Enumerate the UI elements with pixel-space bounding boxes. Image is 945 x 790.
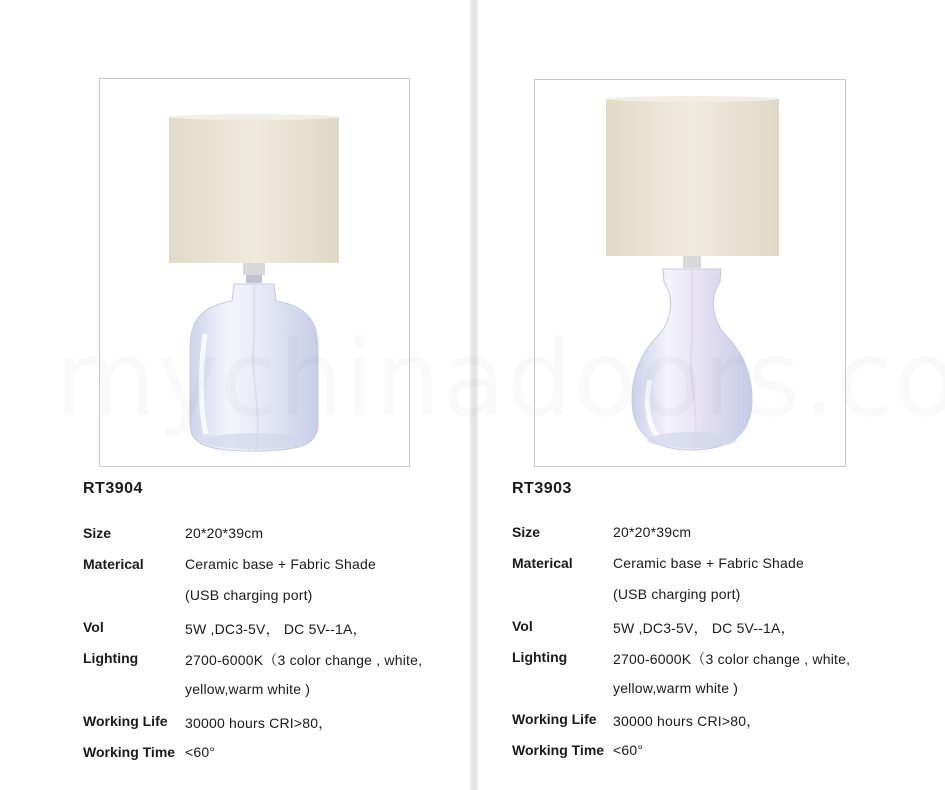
spec-working-life-label: Working Life [83,713,168,729]
spec-material-value: Ceramic base + Fabric Shade [185,556,376,572]
spec-vol-value: 5W ,DC3-5V， DC 5V--1A， [613,620,795,636]
product-model-rt3903: RT3903 [512,480,572,497]
product-photo-rt3903 [534,79,846,467]
spec-size-label: Size [83,525,112,541]
spec-size-value: 20*20*39cm [185,525,264,541]
spec-working-life-value: 30000 hours CRI>80， [185,715,333,731]
spec-working-life-label: Working Life [512,711,597,727]
spec-lighting-value-line2: yellow,warm white ) [185,681,311,697]
spec-lighting-label: Lighting [512,649,568,665]
spec-vol-label: Vol [83,619,104,635]
table-lamp-rt3904-image [100,79,409,466]
spec-material-note: (USB charging port) [185,587,313,603]
spec-size-value: 20*20*39cm [613,524,692,540]
table-lamp-rt3903-image [535,80,845,466]
spec-lighting-value-line1: 2700-6000K（3 color change , white, [185,652,423,668]
spec-vol-label: Vol [512,618,533,634]
spec-lighting-value-line2: yellow,warm white ) [613,680,739,696]
catalog-page-left [0,0,470,790]
spec-working-time-value: <60° [185,744,216,760]
spec-working-time-label: Working Time [83,744,176,760]
spec-working-time-label: Working Time [512,742,605,758]
spec-material-value: Ceramic base + Fabric Shade [613,555,804,571]
spec-vol-value: 5W ,DC3-5V， DC 5V--1A， [185,621,367,637]
product-photo-rt3904 [99,78,410,467]
spec-working-time-value: <60° [613,742,644,758]
spec-working-life-value: 30000 hours CRI>80， [613,713,761,729]
spec-material-label: Materical [83,556,144,572]
spec-material-label: Materical [512,555,573,571]
spec-material-note: (USB charging port) [613,586,741,602]
catalog-page-right [478,0,945,790]
spec-size-label: Size [512,524,541,540]
product-model-rt3904: RT3904 [83,480,143,497]
spec-lighting-label: Lighting [83,650,139,666]
spec-lighting-value-line1: 2700-6000K（3 color change , white, [613,651,851,667]
